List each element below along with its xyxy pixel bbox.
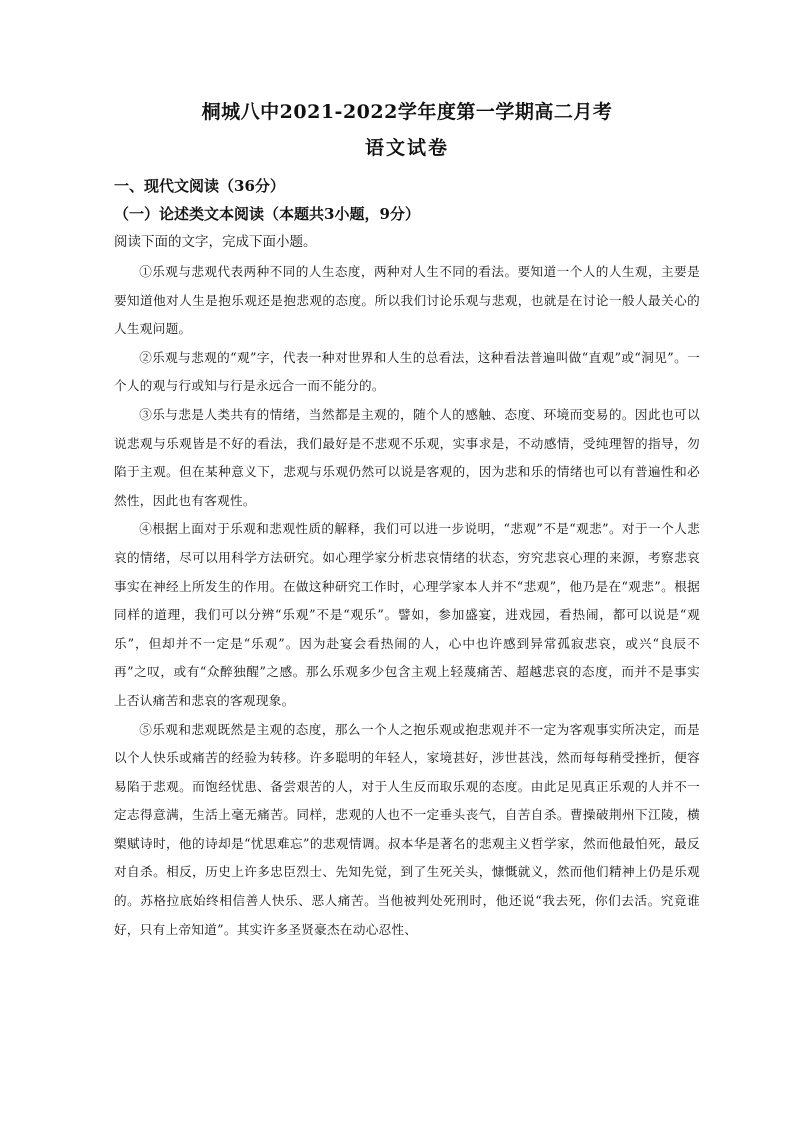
subsection-heading: （一）论述类文本阅读（本题共3小题，9分） [114,205,420,223]
exam-title: 桐城八中2021-2022学年度第一学期高二月考 [201,101,613,123]
passage-paragraph-2: ②乐观与悲观的“观”字，代表一种对世界和人生的总看法，这种看法普遍叫做“直观”或“洞见”。一个人的观与行或知与行是永远合一而不能分的。 [114,349,700,394]
passage-paragraph-5: ⑤乐观和悲观既然是主观的态度，那么一个人之抱乐观或抱悲观并不一定为客观事实所决定，而是以个人快乐或痛苦的经验为转移。许多聪明的年轻人，家境甚好，涉世甚浅，然而每每稍受挫折，便容易陷于悲观。而饱经忧患、备尝艰苦的人，对于人生反而取乐观的态度。由此足见真正乐观的人并不一定志得意满，生活上毫无痛苦。同样，悲观的人也不一定垂头丧气，自苦自杀。曹操破荆州下江陵，横槊赋诗时，他的诗却是“忧思难忘”的悲观情调。叔本华是著名的悲观主义哲学家，然而他最怕死，最反对自杀。相反，历史上许多忠臣烈士、先知先觉，到了生死关头，慷慨就义，然而他们精神上仍是乐观的。苏格拉底始终相信善人快乐、恶人痛苦。当他被判处死刑时，他还说“我去死，你们去活。究竟谁好，只有上帝知道”。其实许多圣贤豪杰在动心忍性、 [114,721,700,937]
exam-subtitle: 语文试卷 [364,137,449,159]
passage-paragraph-1: ①乐观与悲观代表两种不同的人生态度，两种对人生不同的看法。要知道一个人的人生观，主要是要知道他对人生是抱乐观还是抱悲观的态度。所以我们讨论乐观与悲观，也就是在讨论一般人最关心的人生观问题。 [114,264,700,337]
passage-paragraph-4: ④根据上面对于乐观和悲观性质的解释，我们可以进一步说明，“悲观”不是“观悲”。对于一个人悲哀的情绪，尽可以用科学方法研究。如心理学家分析悲哀情绪的状态，穷究悲哀心理的来源，考察悲哀事实在神经上所发生的作用。在做这种研究工作时，心理学家本人并不“悲观”，他乃是在“观悲”。根据同样的道理，我们可以分辨“乐观”不是“观乐”。譬如，参加盛宴，进戏园，看热闹，都可以说是“观乐”，但却并不一定是“乐观”。因为赴宴会看热闹的人，心中也许感到异常孤寂悲哀，或兴“良辰不再”之叹，或有“众醉独醒”之感。那么乐观多少包含主观上轻蔑痛苦、超越悲哀的态度，而并不是事实上否认痛苦和悲哀的客观现象。 [114,521,700,708]
exam-page [114,100,700,944]
reading-instruction: 阅读下面的文字，完成下面小题。 [114,234,317,250]
section-heading: 一、现代文阅读（36分） [114,177,285,195]
passage-paragraph-3: ③乐与悲是人类共有的情绪，当然都是主观的，随个人的感触、态度、环境而变易的。因此也可以说悲观与乐观皆是不好的看法，我们最好是不悲观不乐观，实事求是，不动感情，受纯理智的指导，勿陷于主观。但在某种意义下，悲观与乐观仍然可以说是客观的，因为悲和乐的情绪也可以有普遍性和必然性，因此也有客观性。 [114,406,700,508]
